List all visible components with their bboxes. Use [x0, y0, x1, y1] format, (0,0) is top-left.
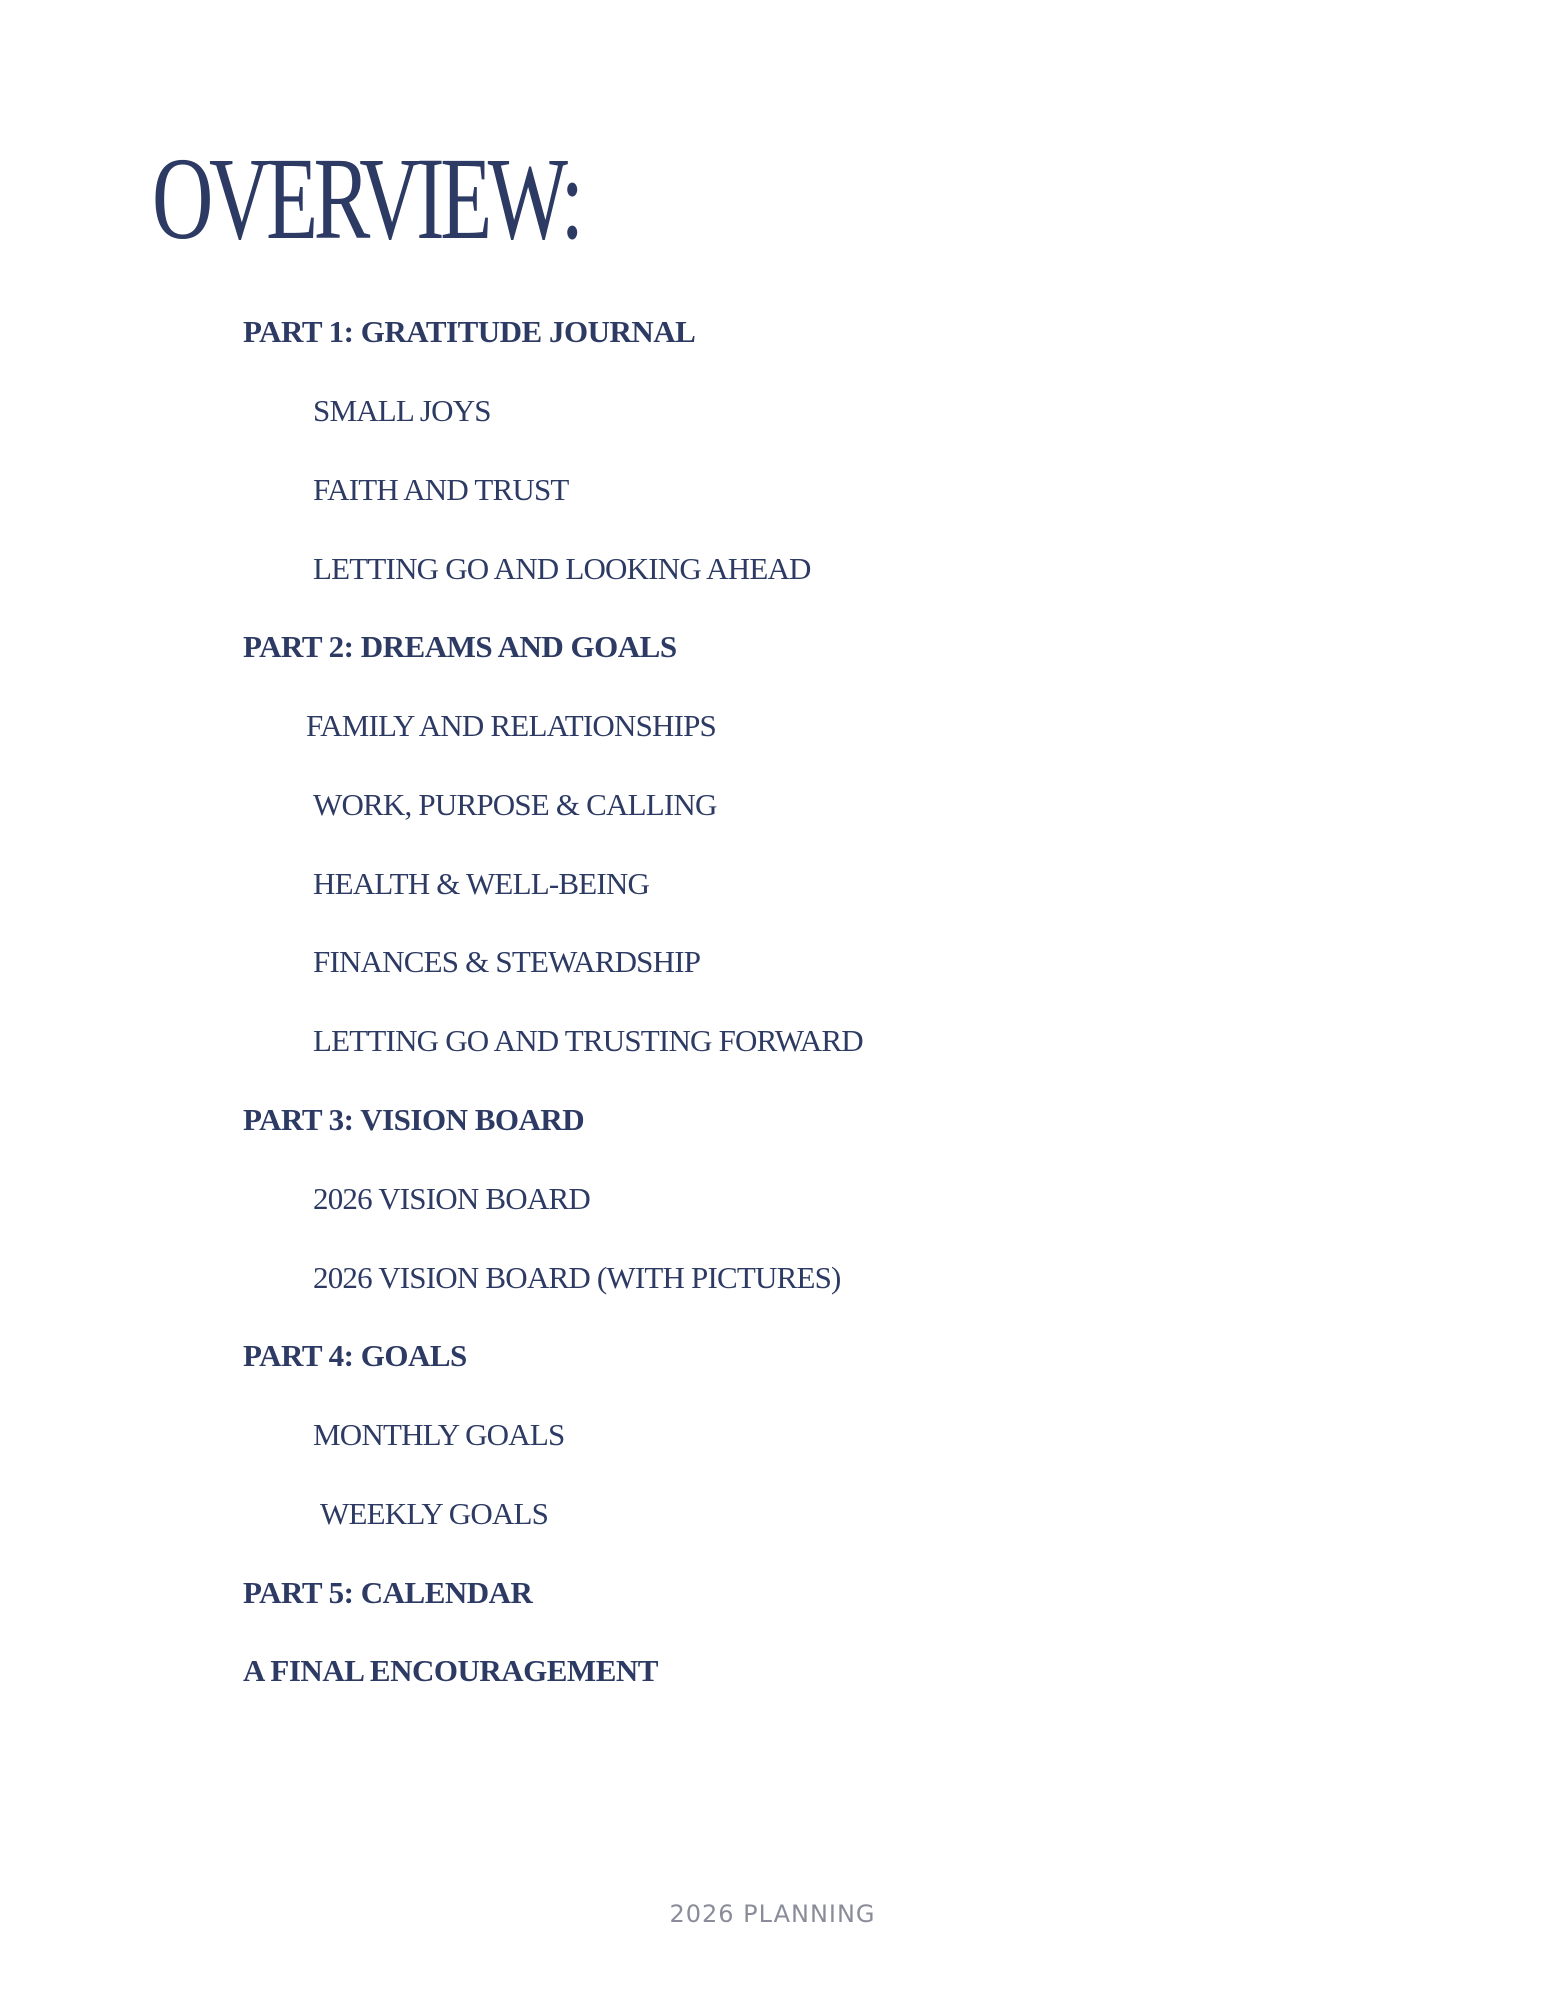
- toc-item-weekly-goals[interactable]: WEEKLY GOALS: [320, 1496, 549, 1531]
- toc-item-small-joys[interactable]: SMALL JOYS: [313, 393, 491, 428]
- page-footer: 2026 PLANNING: [669, 1900, 876, 1928]
- toc-item-faith-and-trust[interactable]: FAITH AND TRUST: [313, 472, 569, 507]
- toc-item-letting-go-trusting-forward[interactable]: LETTING GO AND TRUSTING FORWARD: [313, 1023, 863, 1058]
- toc-part-final-encouragement[interactable]: A FINAL ENCOURAGEMENT: [243, 1653, 658, 1688]
- toc-part-goals[interactable]: PART 4: GOALS: [243, 1338, 467, 1373]
- toc-part-dreams-and-goals[interactable]: PART 2: DREAMS AND GOALS: [243, 629, 677, 664]
- toc-item-health-well-being[interactable]: HEALTH & WELL-BEING: [313, 866, 650, 901]
- toc-item-work-purpose-calling[interactable]: WORK, PURPOSE & CALLING: [313, 787, 717, 822]
- toc-item-vision-board-pictures[interactable]: 2026 VISION BOARD (WITH PICTURES): [313, 1260, 841, 1295]
- toc-item-monthly-goals[interactable]: MONTHLY GOALS: [313, 1417, 565, 1452]
- toc-item-family-relationships[interactable]: FAMILY AND RELATIONSHIPS: [306, 708, 717, 743]
- toc-item-finances-stewardship[interactable]: FINANCES & STEWARDSHIP: [313, 944, 701, 979]
- toc-item-letting-go-looking-ahead[interactable]: LETTING GO AND LOOKING AHEAD: [313, 551, 811, 586]
- toc-part-calendar[interactable]: PART 5: CALENDAR: [243, 1575, 533, 1610]
- toc-part-vision-board[interactable]: PART 3: VISION BOARD: [243, 1102, 585, 1137]
- page-title: OVERVIEW:: [152, 133, 580, 264]
- toc-part-gratitude-journal[interactable]: PART 1: GRATITUDE JOURNAL: [243, 314, 696, 349]
- toc-item-vision-board[interactable]: 2026 VISION BOARD: [313, 1181, 590, 1216]
